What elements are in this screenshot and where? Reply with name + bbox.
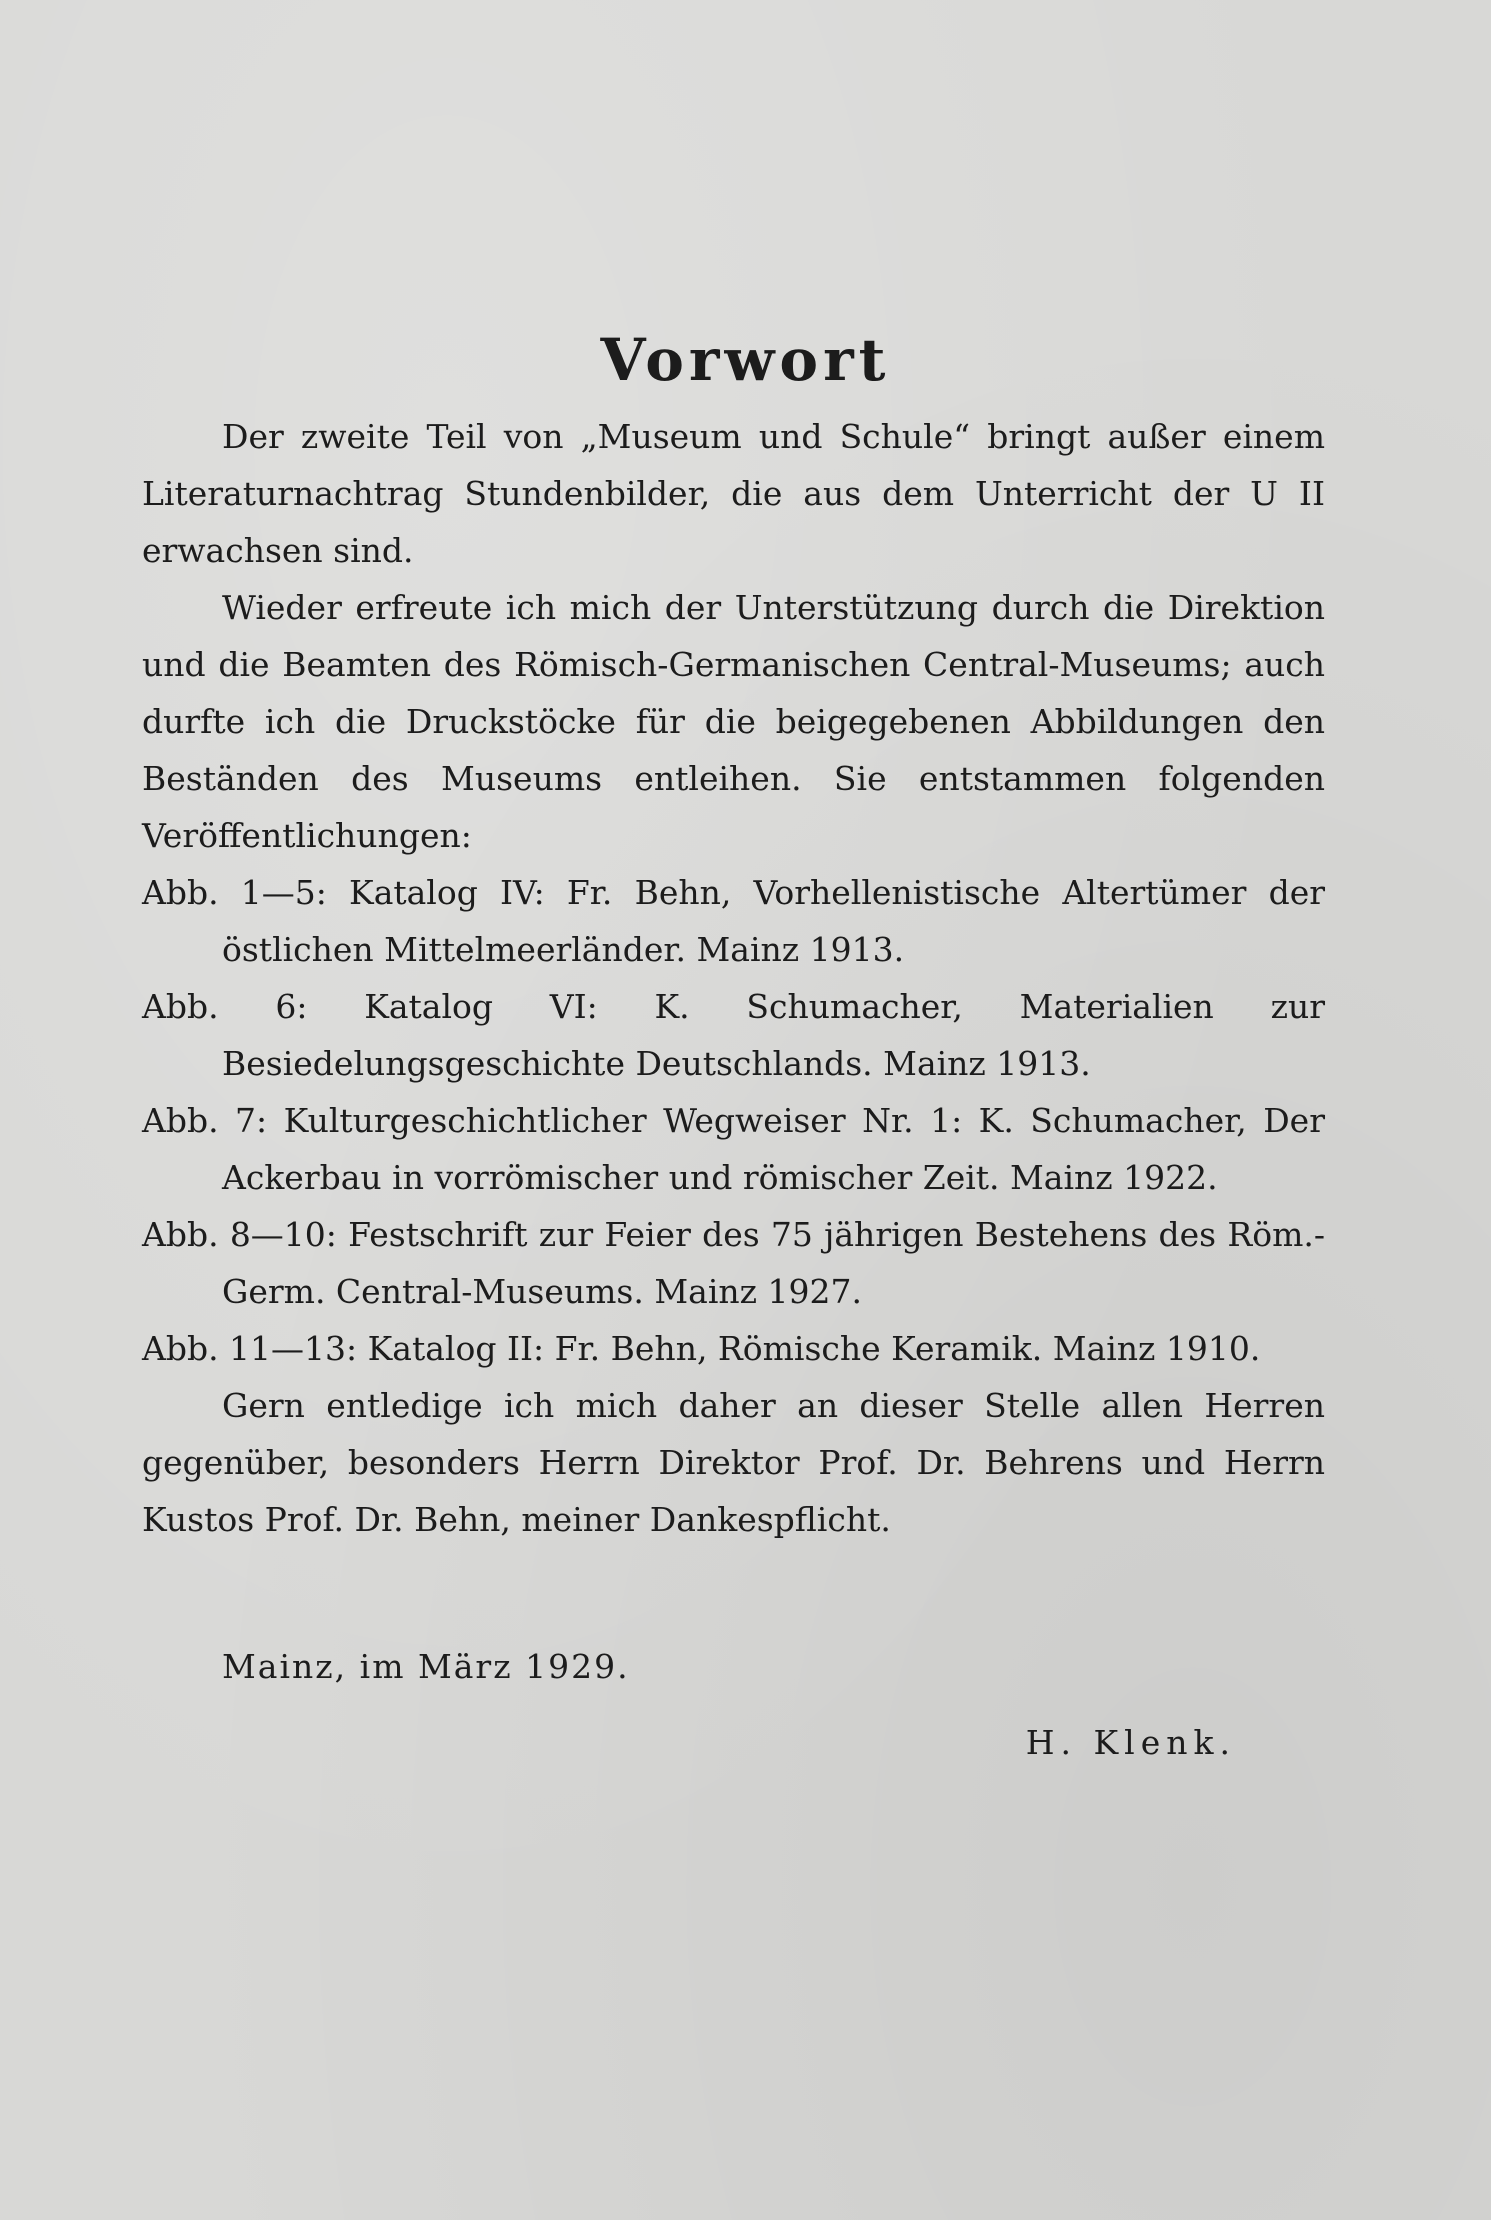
paragraph-thanks: Gern entledige ich mich daher an dieser Stelle allen Herren gegenüber, besonders Herrn Direktor Prof. Dr. Behrens und Herrn Kustos Prof. Dr. Behn, meiner Dankespflicht. [142, 1386, 1325, 1539]
reference-item: Abb. 1—5: Katalog IV: Fr. Behn, Vorhellenistische Altertümer der östlichen Mittelmeerländer. Mainz 1913. [142, 873, 1325, 969]
reference-item: Abb. 8—10: Festschrift zur Feier des 75 jährigen Bestehens des Röm.-Germ. Central-Museums. Mainz 1927. [142, 1215, 1325, 1311]
reference-item: Abb. 11—13: Katalog II: Fr. Behn, Römische Keramik. Mainz 1910. [142, 1329, 1261, 1368]
author-signature: H. Klenk. [1025, 1723, 1236, 1762]
paragraph-acknowledgement: Wieder erfreute ich mich der Unterstützung durch die Direktion und die Beamten des Römisch-Germanischen Central-Museums; auch durfte ich die Druckstöcke für die beigegebenen Abbildungen den Beständen des Museums entleihen. Sie entstammen folgenden Veröffentlichungen: [142, 588, 1325, 855]
preface-body [142, 408, 1325, 1548]
reference-item: Abb. 6: Katalog VI: K. Schumacher, Materialien zur Besiedelungsgeschichte Deutschlands. Mainz 1913. [142, 987, 1325, 1083]
reference-item: Abb. 7: Kulturgeschichtlicher Wegweiser Nr. 1: K. Schumacher, Der Ackerbau in vorrömischer und römischer Zeit. Mainz 1922. [142, 1101, 1325, 1197]
paragraph-intro: Der zweite Teil von „Museum und Schule“ bringt außer einem Literaturnachtrag Stundenbilder, die aus dem Unterricht der U II erwachsen sind. [142, 417, 1325, 570]
page-title: Vorwort [600, 325, 891, 394]
place-date: Mainz, im März 1929. [222, 1647, 630, 1686]
reference-list [142, 864, 1325, 1377]
